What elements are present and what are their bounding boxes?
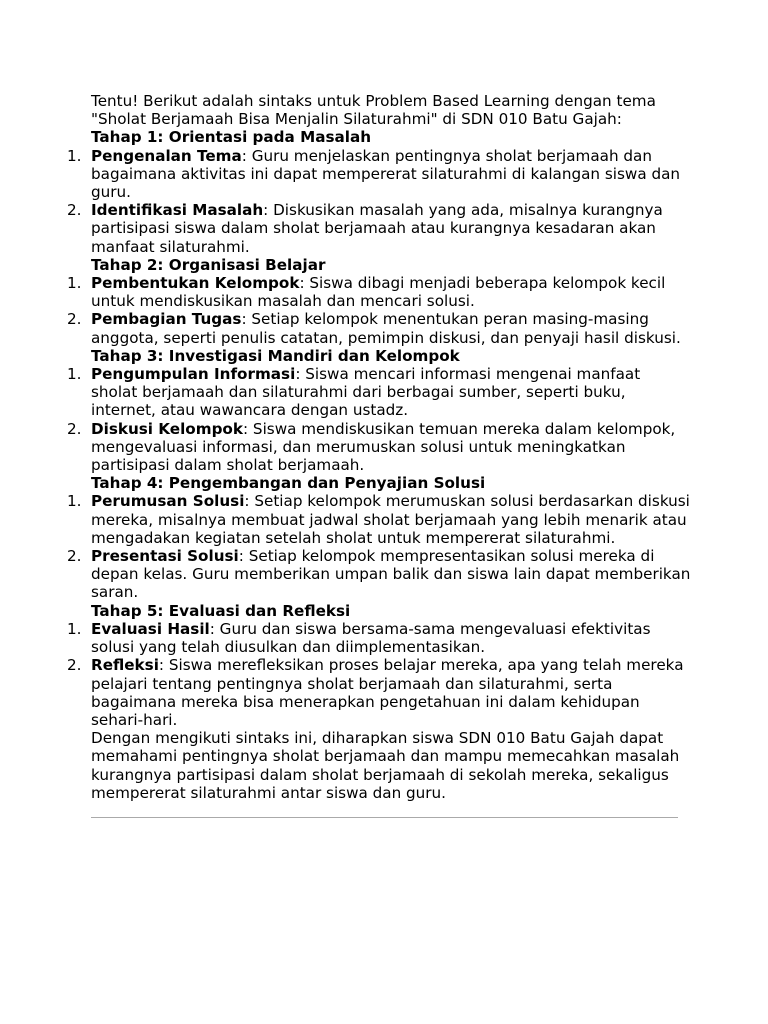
- item-term: Pengenalan Tema: [91, 146, 242, 165]
- list-item: [67, 365, 691, 420]
- section-list-2: [67, 274, 691, 347]
- section-list-1: [67, 146, 691, 256]
- section-heading-5: Tahap 5: Evaluasi dan Refleksi: [91, 601, 351, 620]
- section-heading-2: Tahap 2: Organisasi Belajar: [91, 255, 326, 274]
- list-item: [67, 201, 691, 256]
- item-text: : Siswa dibagi menjadi beberapa kelompok kecil untuk mendiskusikan masalah dan mencari solusi.: [91, 274, 666, 311]
- item-term: Presentasi Solusi: [91, 547, 239, 566]
- item-term: Perumusan Solusi: [91, 492, 245, 511]
- item-text: : Siswa mencari informasi mengenai manfaat sholat berjamaah dan silaturahmi dari berbagai sumber, seperti buku, internet, atau wawancara dengan ustadz.: [91, 365, 641, 420]
- section-list-4: [67, 492, 691, 602]
- list-number: 1.: [67, 492, 82, 511]
- item-text: : Guru dan siswa bersama-sama mengevaluasi efektivitas solusi yang telah diusulkan dan diimplementasikan.: [91, 619, 651, 657]
- item-text: : Setiap kelompok mempresentasikan solusi mereka di depan kelas. Guru memberikan umpan balik dan siswa lain dapat memberikan saran.: [91, 547, 691, 602]
- list-number: 2.: [67, 547, 82, 566]
- list-item: [67, 492, 691, 547]
- intro-paragraph: Tentu! Berikut adalah sintaks untuk Problem Based Learning dengan tema "Sholat Berjamaah Bisa Menjalin Silaturahmi" di SDN 010 Batu Gajah:: [91, 92, 656, 129]
- item-text: : Setiap kelompok merumuskan solusi berdasarkan diskusi mereka, misalnya membuat jadwal sholat berjamaah yang lebih menarik atau mengadakan kegiatan setelah sholat untuk mempererat silaturahmi.: [91, 492, 690, 547]
- list-item: [67, 274, 691, 311]
- section-heading-3: Tahap 3: Investigasi Mandiri dan Kelompok: [91, 346, 460, 365]
- list-number: 1.: [67, 146, 82, 165]
- list-item: [67, 146, 691, 202]
- item-text: : Siswa merefleksikan proses belajar mereka, apa yang telah mereka pelajari tentang pentingnya sholat berjamaah dan silaturahmi, serta bagaimana mereka bisa menerapkan pengetahuan ini dalam kehidupan sehari-hari.: [91, 656, 684, 729]
- list-number: 1.: [67, 619, 82, 638]
- list-item: [67, 656, 691, 729]
- list-number: 1.: [67, 365, 82, 384]
- section-heading-1: Tahap 1: Orientasi pada Masalah: [91, 128, 372, 147]
- conclusion-paragraph: Dengan mengikuti sintaks ini, diharapkan siswa SDN 010 Batu Gajah dapat memahami pentingnya sholat berjamaah dan mampu memecahkan masalah kurangnya partisipasi dalam sholat berjamaah di sekolah mereka, sekaligus mempererat silaturahmi antar siswa dan guru.: [91, 729, 680, 802]
- item-term: Evaluasi Hasil: [91, 619, 210, 638]
- item-text: : Siswa mendiskusikan temuan mereka dalam kelompok, mengevaluasi informasi, dan merumuskan solusi untuk meningkatkan partisipasi dalam sholat berjamaah.: [91, 419, 676, 475]
- item-text: : Diskusikan masalah yang ada, misalnya kurangnya partisipasi siswa dalam sholat berjamaah atau kurangnya kesadaran akan manfaat silaturahmi.: [91, 201, 663, 256]
- list-item: [67, 547, 691, 602]
- list-number: 2.: [67, 656, 82, 675]
- item-term: Pembagian Tugas: [91, 310, 242, 329]
- list-number: 1.: [67, 274, 82, 293]
- list-item: [67, 619, 691, 657]
- item-term: Pembentukan Kelompok: [91, 274, 300, 293]
- item-text: : Guru menjelaskan pentingnya sholat berjamaah dan bagaimana aktivitas ini dapat mempererat silaturahmi di kalangan siswa dan guru.: [91, 146, 681, 202]
- section-heading-4: Tahap 4: Pengembangan dan Penyajian Solusi: [91, 474, 486, 493]
- list-item: [67, 310, 691, 347]
- document-body: [67, 92, 691, 802]
- list-number: 2.: [67, 310, 82, 329]
- list-number: 2.: [67, 419, 82, 438]
- section-list-5: [67, 619, 691, 729]
- section-list-3: [67, 365, 691, 475]
- item-term: Identifikasi Masalah: [91, 201, 264, 220]
- item-text: : Setiap kelompok menentukan peran masing-masing anggota, seperti penulis catatan, pemimpin diskusi, dan penyaji hasil diskusi.: [91, 310, 681, 347]
- list-item: [67, 419, 691, 475]
- item-term: Pengumpulan Informasi: [91, 365, 296, 384]
- item-term: Refleksi: [91, 656, 159, 675]
- horizontal-divider: [91, 817, 678, 818]
- list-number: 2.: [67, 201, 82, 220]
- item-term: Diskusi Kelompok: [91, 419, 243, 438]
